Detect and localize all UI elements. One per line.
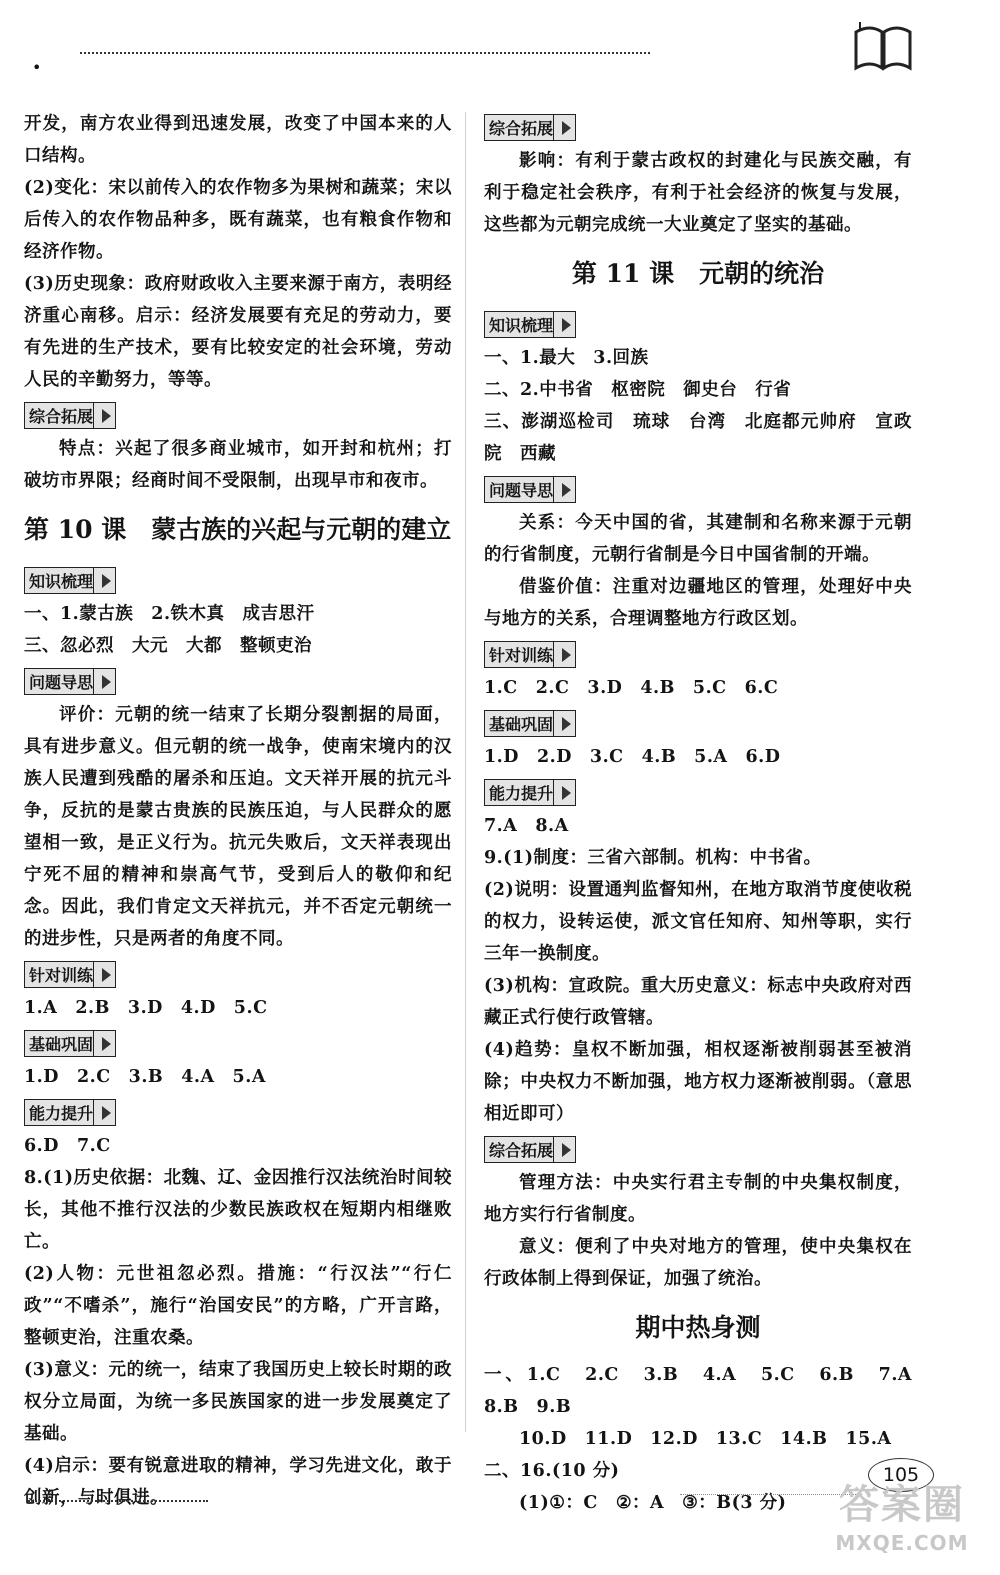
answer-paragraph: 7.A 8.A xyxy=(484,816,569,836)
answer-paragraph: 意义：便利了中央对地方的管理，使中央集权在行政体制上得到保证，加强了统治。 xyxy=(484,1237,912,1289)
play-arrow-icon xyxy=(553,477,575,502)
section-tag xyxy=(24,1099,116,1126)
section-tag-label: 问题导思 xyxy=(29,673,94,692)
play-arrow-icon xyxy=(553,1137,575,1162)
section-tag xyxy=(484,1136,576,1163)
answer-paragraph: 借鉴价值：注重对边疆地区的管理，处理好中央与地方的关系，合理调整地方行政区划。 xyxy=(484,577,912,629)
section-tag-label: 能力提升 xyxy=(489,784,554,803)
section-tag-label: 问题导思 xyxy=(489,481,554,500)
play-arrow-icon xyxy=(93,962,115,987)
answer-paragraph: 一、1.C 2.C 3.B 4.A 5.C 6.B 7.A 8.B 9.B xyxy=(484,1365,930,1417)
section-tag-label: 知识梳理 xyxy=(489,316,554,335)
answer-paragraph: 9.(1)制度：三省六部制。机构：中书省。 xyxy=(484,848,822,868)
section-tag-label: 能力提升 xyxy=(29,1104,94,1123)
section-tag xyxy=(484,114,576,141)
answer-paragraph: 6.D 7.C xyxy=(24,1136,111,1156)
answer-paragraph: 1.D 2.D 3.C 4.B 5.A 6.D xyxy=(484,747,781,767)
answer-paragraph: 1.D 2.C 3.B 4.A 5.A xyxy=(24,1067,266,1087)
play-arrow-icon xyxy=(553,780,575,805)
answer-paragraph: 1.C 2.C 3.D 4.B 5.C 6.C xyxy=(484,678,779,698)
section-tag xyxy=(24,402,116,429)
answer-paragraph: 评价：元朝的统一结束了长期分裂割据的局面，具有进步意义。但元朝的统一战争，使南宋境内的汉族人民遭到残酷的屠杀和压迫。文天祥开展的抗元斗争，反抗的是蒙古贵族的民族压迫，与人民群众的愿望相一致，是正义行为。抗元失败后，文天祥表现出宁死不屈的精神和崇高气节，受到后人的敬仰和纪念。因此，我们肯定文天祥抗元，并不否定元朝统一的进步性，只是两者的角度不同。 xyxy=(24,705,452,949)
top-dotted-rule xyxy=(80,52,650,54)
answer-paragraph: 1.A 2.B 3.D 4.D 5.C xyxy=(24,998,268,1018)
play-arrow-icon xyxy=(93,1100,115,1125)
section-tag-label: 基础巩固 xyxy=(29,1035,94,1054)
answer-paragraph: 二、2.中书省 枢密院 御史台 行省 xyxy=(484,380,792,400)
play-arrow-icon xyxy=(553,642,575,667)
section-tag xyxy=(24,961,116,988)
play-arrow-icon xyxy=(553,115,575,140)
watermark-line2: MXQE.COM xyxy=(835,1531,969,1555)
watermark-line1: 答案圈 xyxy=(839,1482,965,1528)
lesson-title: 期中热身测 xyxy=(635,1313,761,1342)
answer-paragraph: (1)①：C ②：A ③：B(3 分) xyxy=(519,1493,787,1513)
page-number: 105 xyxy=(868,1458,934,1492)
answer-paragraph: 开发，南方农业得到迅速发展，改变了中国本来的人口结构。 xyxy=(24,114,452,166)
section-tag xyxy=(484,779,576,806)
lesson-title: 第 11 课 元朝的统治 xyxy=(571,259,825,288)
answer-paragraph: (3)历史现象：政府财政收入主要来源于南方，表明经济重心南移。启示：经济发展要有充足的劳动力，要有先进的生产技术，要有比较安定的社会环境，劳动人民的辛勤努力，等等。 xyxy=(24,274,452,390)
section-tag xyxy=(24,1030,116,1057)
play-arrow-icon xyxy=(93,1031,115,1056)
section-tag xyxy=(24,668,116,695)
answer-paragraph: (4)启示：要有锐意进取的精神，学习先进文化，敢于创新，与时俱进。 xyxy=(24,1456,452,1508)
answer-paragraph: 二、16.(10 分) xyxy=(484,1461,620,1481)
play-arrow-icon xyxy=(553,711,575,736)
section-tag-label: 基础巩固 xyxy=(489,715,554,734)
section-tag-label: 针对训练 xyxy=(489,646,554,665)
watermark xyxy=(812,1480,992,1570)
play-arrow-icon xyxy=(93,669,115,694)
bottom-dotted-rule-left xyxy=(28,1500,208,1502)
answer-paragraph: 一、1.最大 3.回族 xyxy=(484,348,649,368)
play-arrow-icon xyxy=(553,312,575,337)
answer-paragraph: (4)趋势：皇权不断加强，相权逐渐被削弱甚至被消除；中央权力不断加强，地方权力逐渐被削弱。（意思相近即可） xyxy=(484,1040,912,1124)
answer-paragraph: (2)变化：宋以前传入的农作物多为果树和蔬菜；宋以后传入的农作物品种多，既有蔬菜，也有粮食作物和经济作物。 xyxy=(24,178,452,262)
answer-paragraph: 三、澎湖巡检司 琉球 台湾 北庭都元帅府 宣政院 西藏 xyxy=(484,412,912,464)
section-tag xyxy=(484,311,576,338)
section-tag-label: 综合拓展 xyxy=(489,1141,554,1160)
play-arrow-icon xyxy=(93,568,115,593)
answer-paragraph: 10.D 11.D 12.D 13.C 14.B 15.A xyxy=(519,1429,892,1449)
column-divider xyxy=(465,112,466,1432)
answer-paragraph: (3)意义：元的统一，结束了我国历史上较长时期的政权分立局面，为统一多民族国家的进一步发展奠定了基础。 xyxy=(24,1360,452,1444)
answer-paragraph: 特点：兴起了很多商业城市，如开封和杭州；打破坊市界限；经商时间不受限制，出现早市和夜市。 xyxy=(24,439,452,491)
section-tag-label: 综合拓展 xyxy=(489,119,554,138)
section-tag-label: 知识梳理 xyxy=(29,572,94,591)
answer-paragraph: 影响：有利于蒙古政权的封建化与民族交融，有利于稳定社会秩序，有利于社会经济的恢复与发展，这些都为元朝完成统一大业奠定了坚实的基础。 xyxy=(484,151,912,235)
section-tag-label: 综合拓展 xyxy=(29,407,94,426)
section-tag xyxy=(484,476,576,503)
answer-paragraph: 管理方法：中央实行君主专制的中央集权制度，地方实行行省制度。 xyxy=(484,1173,912,1225)
section-tag xyxy=(484,710,576,737)
answer-paragraph: 8.(1)历史依据：北魏、辽、金因推行汉法统治时间较长，其他不推行汉法的少数民族政权在短期内相继败亡。 xyxy=(24,1168,452,1252)
section-tag xyxy=(24,567,116,594)
answer-paragraph: (2)说明：设置通判监督知州，在地方取消节度使收税的权力，设转运使，派文官任知府、知州等职，实行三年一换制度。 xyxy=(484,880,912,964)
answer-paragraph: 关系：今天中国的省，其建制和名称来源于元朝的行省制度，元朝行省制是今日中国省制的开端。 xyxy=(484,513,912,565)
section-tag-label: 针对训练 xyxy=(29,966,94,985)
lesson-title: 第 10 课 蒙古族的兴起与元朝的建立 xyxy=(24,515,452,544)
left-column xyxy=(24,108,452,1514)
answer-paragraph: 一、1.蒙古族 2.铁木真 成吉思汗 xyxy=(24,604,315,624)
section-tag xyxy=(484,641,576,668)
answer-paragraph: (3)机构：宣政院。重大历史意义：标志中央政府对西藏正式行使行政管辖。 xyxy=(484,976,912,1028)
open-book-icon xyxy=(852,18,914,74)
top-left-dot: • xyxy=(32,58,42,77)
play-arrow-icon xyxy=(93,403,115,428)
answer-paragraph: 三、忽必烈 大元 大都 整顿吏治 xyxy=(24,636,312,656)
answer-paragraph: (2)人物：元世祖忽必烈。措施：“行汉法”“行仁政”“不嗜杀”，施行“治国安民”的方略，广开言路，整顿吏治，注重农桑。 xyxy=(24,1264,452,1348)
